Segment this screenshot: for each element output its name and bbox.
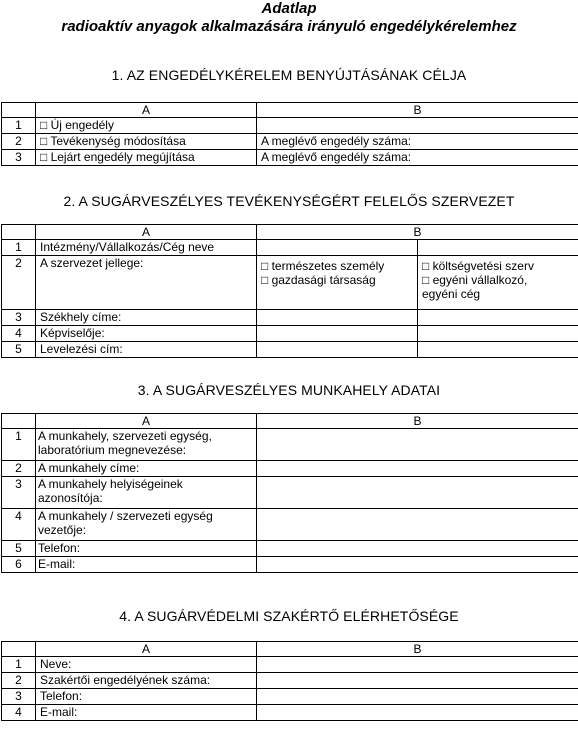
existing-license-number-field[interactable]: A meglévő engedély száma: bbox=[257, 134, 578, 150]
row-number: 3 bbox=[2, 689, 36, 705]
table-row bbox=[2, 118, 578, 134]
field-label: Intézmény/Vállalkozás/Cég neve bbox=[36, 240, 257, 256]
section-2-heading: 2. A SUGÁRVESZÉLYES TEVÉKENYSÉGÉRT FELELŐS SZERVEZET bbox=[63, 193, 515, 209]
option-label-continuation: egyéni cég bbox=[422, 287, 481, 301]
expert-email-field[interactable] bbox=[257, 705, 578, 721]
table-row bbox=[2, 256, 578, 310]
section-1-heading: 1. AZ ENGEDÉLYKÉRELEM BENYÚJTÁSÁNAK CÉLJA bbox=[111, 67, 467, 83]
room-identifier-field[interactable] bbox=[257, 477, 578, 509]
field-label: A munkahely címe: bbox=[36, 461, 257, 477]
existing-license-number-field[interactable]: A meglévő engedély száma: bbox=[257, 150, 578, 166]
table-row bbox=[2, 461, 578, 477]
section-4-table bbox=[1, 641, 578, 721]
row-number: 1 bbox=[2, 240, 36, 256]
field-value[interactable] bbox=[257, 326, 418, 342]
row-number: 1 bbox=[2, 657, 36, 673]
field-label bbox=[36, 509, 257, 541]
label-line: A munkahely / szervezeti egység bbox=[38, 509, 213, 523]
field-label: Székhely címe: bbox=[36, 310, 257, 326]
phone-field[interactable] bbox=[257, 541, 578, 557]
organization-name-field[interactable] bbox=[257, 240, 418, 256]
table-row bbox=[2, 150, 578, 166]
row-number: 2 bbox=[2, 461, 36, 477]
field-label: Szakértői engedélyének száma: bbox=[36, 673, 257, 689]
table-row bbox=[2, 657, 578, 673]
field-value[interactable] bbox=[418, 310, 578, 326]
header-col-b: B bbox=[257, 103, 578, 118]
header-col-a: A bbox=[36, 225, 257, 240]
row-number: 3 bbox=[2, 477, 36, 509]
field-value[interactable] bbox=[418, 326, 578, 342]
expert-phone-field[interactable] bbox=[257, 689, 578, 705]
expert-license-number-field[interactable] bbox=[257, 673, 578, 689]
field-value[interactable] bbox=[257, 342, 418, 358]
label-line: laboratórium megnevezése: bbox=[38, 443, 187, 457]
table-header-row bbox=[2, 414, 578, 429]
email-field[interactable] bbox=[257, 557, 578, 573]
row-number: 6 bbox=[2, 557, 36, 573]
label-line: vezetője: bbox=[38, 523, 87, 537]
table-row bbox=[2, 326, 578, 342]
expert-name-field[interactable] bbox=[257, 657, 578, 673]
section-3-table bbox=[1, 413, 578, 573]
workplace-manager-field[interactable] bbox=[257, 509, 578, 541]
row-number: 4 bbox=[2, 705, 36, 721]
document-subtitle: radioaktív anyagok alkalmazására irányuló engedélykérelemhez bbox=[61, 18, 517, 35]
org-type-options-1 bbox=[257, 256, 418, 310]
checkbox-natural-person[interactable]: □ természetes személy bbox=[261, 259, 385, 273]
row-number: 1 bbox=[2, 118, 36, 134]
row-number: 4 bbox=[2, 326, 36, 342]
row-number: 2 bbox=[2, 673, 36, 689]
header-col-b: B bbox=[257, 642, 578, 657]
field-label: Telefon: bbox=[36, 689, 257, 705]
table-header-row bbox=[2, 103, 578, 118]
field-value[interactable] bbox=[257, 310, 418, 326]
header-col-a: A bbox=[36, 103, 257, 118]
table-row bbox=[2, 705, 578, 721]
header-col-b: B bbox=[257, 414, 578, 429]
field-label: Neve: bbox=[36, 657, 257, 673]
label-line: azonosítója: bbox=[38, 491, 103, 505]
table-row bbox=[2, 477, 578, 509]
checkbox-business-company[interactable]: □ gazdasági társaság bbox=[261, 273, 376, 287]
header-col-a: A bbox=[36, 414, 257, 429]
row-number: 5 bbox=[2, 342, 36, 358]
field-value[interactable] bbox=[418, 342, 578, 358]
row-number: 4 bbox=[2, 509, 36, 541]
field-label: E-mail: bbox=[36, 557, 257, 573]
table-row bbox=[2, 342, 578, 358]
table-row bbox=[2, 509, 578, 541]
field-label bbox=[36, 429, 257, 461]
table-header-row bbox=[2, 225, 578, 240]
table-row bbox=[2, 310, 578, 326]
header-num-cell bbox=[2, 642, 36, 657]
table-row bbox=[2, 541, 578, 557]
document-title: Adatlap bbox=[261, 0, 317, 17]
field-label bbox=[36, 477, 257, 509]
label-line: A munkahely helyiségeinek bbox=[38, 477, 183, 491]
checkbox-renew-license[interactable]: □ Lejárt engedély megújítása bbox=[36, 150, 257, 166]
table-row bbox=[2, 689, 578, 705]
table-row bbox=[2, 429, 578, 461]
checkbox-budgetary-body[interactable]: □ költségvetési szerv bbox=[422, 259, 534, 273]
row-number: 2 bbox=[2, 256, 36, 310]
checkbox-sole-trader[interactable]: □ egyéni vállalkozó, bbox=[422, 273, 528, 287]
row-number: 3 bbox=[2, 150, 36, 166]
table-row bbox=[2, 134, 578, 150]
workplace-name-field[interactable] bbox=[257, 429, 578, 461]
table-row bbox=[2, 557, 578, 573]
header-col-a: A bbox=[36, 642, 257, 657]
table-header-row bbox=[2, 642, 578, 657]
section-1-table bbox=[1, 102, 578, 166]
header-col-b: B bbox=[257, 225, 578, 240]
row-number: 3 bbox=[2, 310, 36, 326]
header-num-cell bbox=[2, 414, 36, 429]
table-row bbox=[2, 673, 578, 689]
row-number: 1 bbox=[2, 429, 36, 461]
field-value[interactable] bbox=[257, 118, 578, 134]
section-3-heading: 3. A SUGÁRVESZÉLYES MUNKAHELY ADATAI bbox=[137, 382, 441, 398]
section-2-table bbox=[1, 224, 578, 358]
checkbox-new-license[interactable]: □ Új engedély bbox=[36, 118, 257, 134]
table-row bbox=[2, 240, 578, 256]
org-type-options-2 bbox=[418, 256, 578, 310]
field-label: Telefon: bbox=[36, 541, 257, 557]
header-num-cell bbox=[2, 103, 36, 118]
checkbox-modify-activity[interactable]: □ Tevékenység módosítása bbox=[36, 134, 257, 150]
row-number: 2 bbox=[2, 134, 36, 150]
row-number: 5 bbox=[2, 541, 36, 557]
organization-name-field-2[interactable] bbox=[418, 240, 578, 256]
header-num-cell bbox=[2, 225, 36, 240]
field-label: E-mail: bbox=[36, 705, 257, 721]
field-label: Képviselője: bbox=[36, 326, 257, 342]
form-header bbox=[0, 0, 578, 36]
field-label: Levelezési cím: bbox=[36, 342, 257, 358]
field-label: A szervezet jellege: bbox=[36, 256, 257, 310]
workplace-address-field[interactable] bbox=[257, 461, 578, 477]
section-4-heading: 4. A SUGÁRVÉDELMI SZAKÉRTŐ ELÉRHETŐSÉGE bbox=[119, 608, 459, 624]
label-line: A munkahely, szervezeti egység, bbox=[38, 429, 212, 443]
